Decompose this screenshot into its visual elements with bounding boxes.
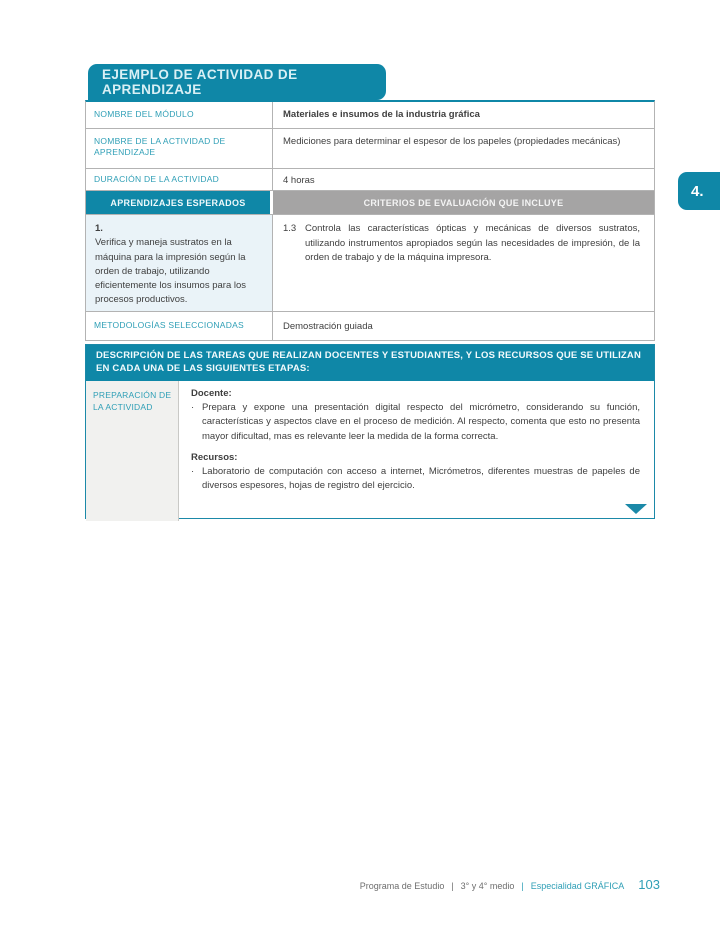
table-row-module-name	[86, 102, 654, 129]
footer-specialty: Especialidad GRÁFICA	[530, 881, 625, 891]
footer-grade: 3° y 4° medio	[460, 881, 515, 891]
recursos-bullet-item	[191, 465, 640, 494]
activity-name-value: Mediciones para determinar el espesor de los papeles (propiedades mecánicas)	[283, 136, 621, 147]
duration-label: DURACIÓN DE LA ACTIVIDAD	[86, 169, 273, 190]
docente-heading: Docente:	[191, 387, 232, 399]
criteria-header-row	[86, 191, 654, 215]
footer-program-name: Programa de Estudio	[359, 881, 445, 891]
expected-learnings-header: APRENDIZAJES ESPERADOS	[86, 191, 273, 214]
docente-bullet-text: Prepara y expone una presentación digital respecto del micrómetro, considerando su función, características y aspectos clave en el proceso de medición. Al respecto, comenta que esto no presenta mayor dificultad, mas es relevante leer la medida de la forma correcta.	[202, 401, 640, 443]
methodology-value: Demostración guiada	[283, 321, 373, 332]
recursos-heading: Recursos:	[191, 451, 238, 463]
learning-text: Verifica y maneja sustratos en la máquina para la impresión según la orden de trabajo, utilizando eficientemente los insumos para los procesos productivos.	[95, 237, 247, 306]
methodology-label: METODOLOGÍAS SELECCIONADAS	[86, 312, 273, 340]
criterion-number: 1.3	[283, 223, 297, 234]
recursos-bullet-text: Laboratorio de computación con acceso a internet, Micrómetros, diferentes muestras de papeles de diversos espesores, hojas de registro del ejercicio.	[202, 465, 640, 492]
activity-example-title: EJEMPLO DE ACTIVIDAD DE APRENDIZAJE	[102, 67, 298, 97]
chapter-number: 4.	[691, 182, 704, 200]
tasks-description-band: DESCRIPCIÓN DE LAS TAREAS QUE REALIZAN DOCENTES Y ESTUDIANTES, Y LOS RECURSOS QUE SE UTILIZAN EN CADA UNA DE LAS SIGUIENTES ETAPAS:	[86, 345, 654, 381]
continuation-arrow-icon	[625, 504, 647, 514]
evaluation-criterion-cell	[273, 215, 654, 311]
preparation-content	[179, 381, 654, 521]
duration-value: 4 horas	[283, 175, 315, 186]
footer-separator: |	[451, 881, 454, 891]
expected-learning-cell	[86, 215, 273, 311]
docente-bullet-item	[191, 401, 640, 445]
module-name-label: NOMBRE DEL MÓDULO	[86, 102, 273, 128]
learning-number: 1.	[95, 223, 103, 234]
page-number: 103	[638, 877, 660, 892]
evaluation-criteria-header: CRITERIOS DE EVALUACIÓN QUE INCLUYE	[273, 191, 654, 214]
footer-separator: |	[521, 881, 524, 891]
tasks-description-block	[85, 344, 655, 519]
criteria-content-row	[86, 215, 654, 312]
table-row-activity-name	[86, 129, 654, 169]
activity-info-table	[85, 100, 655, 341]
table-row-methodology	[86, 312, 654, 340]
preparation-row	[86, 381, 654, 521]
activity-name-label: NOMBRE DE LA ACTIVIDAD DE APRENDIZAJE	[86, 129, 273, 168]
bullet-marker-icon: ·	[191, 401, 195, 413]
preparation-label: PREPARACIÓN DE LA ACTIVIDAD	[86, 381, 179, 521]
table-row-duration	[86, 169, 654, 191]
criterion-text: Controla las características ópticas y mecánicas de diversos sustratos, utilizando instrumentos apropiados según las necesidades de impresión, de la orden de trabajo y de la máquina impresora.	[305, 223, 640, 264]
page-footer	[360, 877, 660, 892]
bullet-marker-icon: ·	[191, 465, 195, 477]
module-name-value: Materiales e insumos de la industria gráfica	[283, 109, 480, 120]
chapter-number-tab	[678, 172, 720, 210]
activity-example-title-tab	[88, 64, 386, 100]
